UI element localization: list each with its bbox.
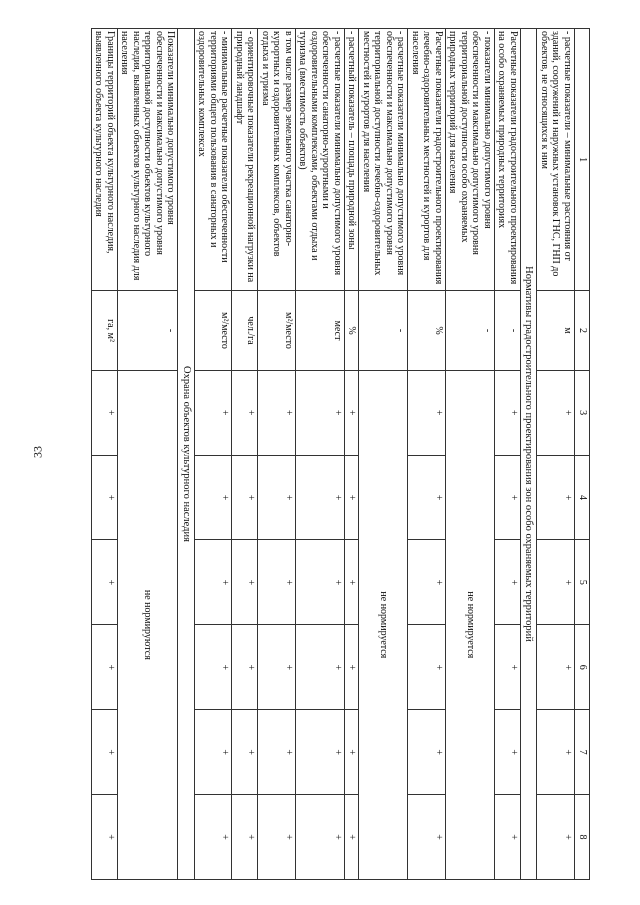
mark-cell: + [296,795,345,880]
unit-cell: чел./га [232,291,258,370]
header-row [575,29,590,880]
indicator-text: - расчетные показатели минимально допустимого уровня обеспеченности санаторно-курортными и оздоровительными комплексами, объектами отдыха и туризма (вместимость объектов) [296,29,345,291]
table-row [296,29,345,880]
table-row [92,29,118,880]
mark-cell: + [258,710,296,795]
header-cell: 1 [575,29,590,291]
table-row [232,29,258,880]
mark-cell: + [195,625,233,710]
section-title: Нормативы градостроительного проектирования зон особо охраняемых территорий [521,29,538,880]
mark-cell: + [195,710,233,795]
mark-cell: + [232,710,258,795]
mark-cell: + [345,710,360,795]
indicator-text: Показатели минимально допустимого уровня обеспеченности и максимально допустимого уровня территориальной доступности объектов культурного наследия, выявленных объектов культурного наследия для населения [118,29,179,291]
span-note: не нормируются [118,370,179,879]
indicator-text: - расчетные показатели минимально допустимого уровня обеспеченности и максимально допустимого уровня территориальной доступности лечебно-оздоровительных местностей и курортов для населения [359,29,408,291]
mark-cell: + [232,540,258,625]
table-body [92,29,575,880]
section-title: Охрана объектов культурного наследия [178,29,195,880]
mark-cell: + [408,370,446,455]
table-row [118,29,179,880]
header-cell: 8 [575,795,590,880]
norms-table [91,28,590,880]
indicator-text: - минимальные расчетные показатели обеспеченности территориями общего пользования в санаторных и оздоровительных комплексах [195,29,233,291]
mark-cell: + [537,370,575,455]
unit-cell: м [537,291,575,370]
table-row [359,29,408,880]
mark-cell: + [408,455,446,540]
rotated-page [93,28,590,880]
header-cell: 6 [575,625,590,710]
mark-cell: + [92,540,118,625]
section-row [521,29,538,880]
mark-cell: + [296,625,345,710]
header-cell: 4 [575,455,590,540]
mark-cell: + [495,455,521,540]
mark-cell: + [92,455,118,540]
mark-cell: + [232,455,258,540]
mark-cell: + [195,795,233,880]
unit-cell: - [495,291,521,370]
mark-cell: + [232,795,258,880]
mark-cell: + [296,710,345,795]
unit-cell: - [359,291,408,370]
mark-cell: + [408,625,446,710]
mark-cell: + [495,710,521,795]
table-row [446,29,495,880]
span-note: не нормируется [359,370,408,879]
mark-cell: + [408,710,446,795]
mark-cell: + [345,795,360,880]
header-cell: 5 [575,540,590,625]
indicator-text: Расчетные показатели градостроительного проектирования лечебно-оздоровительных местностей и курортов для населения [408,29,446,291]
mark-cell: + [296,540,345,625]
mark-cell: + [258,370,296,455]
mark-cell: + [195,370,233,455]
mark-cell: + [495,540,521,625]
mark-cell: + [195,540,233,625]
mark-cell: + [92,795,118,880]
mark-cell: + [92,370,118,455]
mark-cell: + [537,540,575,625]
table-row [537,29,575,880]
indicator-text: Границы территорий объекта культурного наследия, выявленного объекта культурного наследия [92,29,118,291]
mark-cell: + [408,540,446,625]
mark-cell: + [537,710,575,795]
unit-cell: - [446,291,495,370]
mark-cell: + [537,795,575,880]
mark-cell: + [345,540,360,625]
mark-cell: + [258,625,296,710]
mark-cell: + [92,710,118,795]
section-row [178,29,195,880]
mark-cell: + [537,625,575,710]
table-row [408,29,446,880]
unit-cell: % [345,291,360,370]
mark-cell: + [495,795,521,880]
unit-cell: м²/место [258,291,296,370]
header-cell: 2 [575,291,590,370]
mark-cell: + [296,455,345,540]
mark-cell: + [195,455,233,540]
mark-cell: + [296,370,345,455]
indicator-text: - показатели минимально допустимого уровня обеспеченности и максимально допустимого уровня территориальной доступности особо охраняемых природных территорий для населения [446,29,495,291]
mark-cell: + [232,625,258,710]
unit-cell: м²/место [195,291,233,370]
unit-cell: - [118,291,179,370]
indicator-text: в том числе размер земельного участка санаторно-курортных и оздоровительных комплексов, объектов отдыха и туризма [258,29,296,291]
unit-cell: мест [296,291,345,370]
mark-cell: + [345,455,360,540]
table-row [195,29,233,880]
mark-cell: + [495,625,521,710]
mark-cell: + [258,540,296,625]
table-row [258,29,296,880]
mark-cell: + [537,455,575,540]
span-note: не нормируется [446,370,495,879]
unit-cell: % [408,291,446,370]
table-row [345,29,360,880]
unit-cell: га, м² [92,291,118,370]
indicator-text: - ориентировочные показатели рекреационной нагрузки на природный ландшафт [232,29,258,291]
indicator-text: - расчетные показатели – минимальные расстояния от зданий, сооружений и наружных установок ГНС, ГНП до объектов, не относящихся к ним [537,29,575,291]
mark-cell: + [345,370,360,455]
mark-cell: + [232,370,258,455]
header-cell: 3 [575,370,590,455]
header-cell: 7 [575,710,590,795]
mark-cell: + [258,455,296,540]
mark-cell: + [495,370,521,455]
table-row [495,29,521,880]
indicator-text: Расчетные показатели градостроительного проектирования на особо охраняемых природных территориях [495,29,521,291]
mark-cell: + [408,795,446,880]
mark-cell: + [92,625,118,710]
page-number: 33 [30,446,45,458]
mark-cell: + [345,625,360,710]
indicator-text: - расчетный показатель – площадь природной зоны [345,29,360,291]
mark-cell: + [258,795,296,880]
